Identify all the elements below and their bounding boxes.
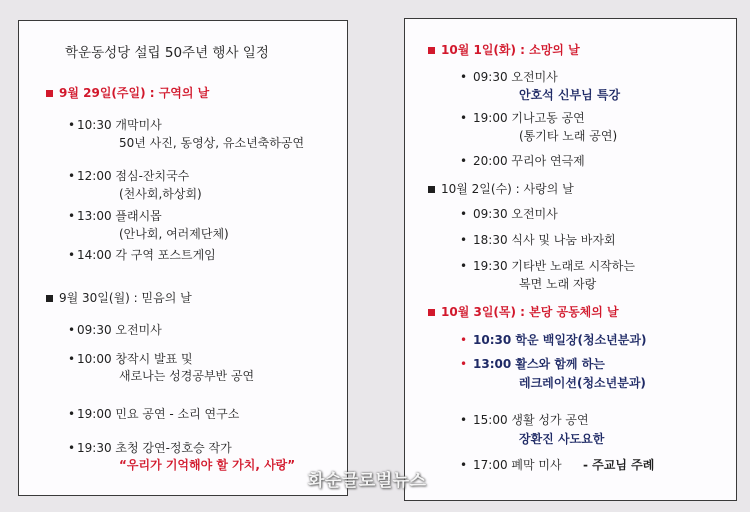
page-title: 학운동성당 설립 50주년 행사 일정 (65, 45, 269, 61)
event-detail: 복면 노래 자랑 (519, 277, 597, 291)
event-line-highlight: 10:30 학운 백일장(청소년분과) (473, 333, 647, 347)
special-lecture: 안호석 신부님 특강 (519, 88, 621, 102)
event-line: 19:00 기나고동 공연 (473, 111, 585, 125)
day4-heading: 10월 2일(수) : 사랑의 날 (441, 182, 574, 196)
event-line: 20:00 꾸리아 연극제 (473, 154, 585, 168)
day2-bullet-square (46, 295, 53, 302)
watermark-text: 화순글로벌뉴스 (308, 471, 427, 491)
right-schedule-panel (404, 18, 737, 501)
event-line: 12:00 점심-잔치국수 (77, 169, 190, 183)
event-line: 09:30 오전미사 (77, 323, 162, 337)
day3-heading: 10월 1일(화) : 소망의 날 (441, 43, 580, 57)
bullet-dot: • (68, 169, 76, 183)
bullet-dot: • (68, 118, 76, 132)
day4-bullet-square (428, 186, 435, 193)
bullet-dot: • (460, 333, 468, 347)
performer-name: 장환진 사도요한 (519, 432, 605, 446)
lecture-quote: “우리가 기억해야 할 가치, 사랑” (119, 458, 296, 472)
bullet-dot: • (68, 441, 76, 455)
bullet-dot: • (460, 259, 468, 273)
event-line: 10:00 창작시 발표 및 (77, 352, 193, 366)
event-line: 19:30 초청 강연-정호승 작가 (77, 441, 232, 455)
bullet-dot: • (460, 154, 468, 168)
event-detail: (통기타 노래 공연) (519, 129, 618, 143)
event-line: 18:30 식사 및 나눔 바자회 (473, 233, 616, 247)
event-detail: (안나회, 여러제단체) (119, 227, 229, 241)
event-detail: 새로나는 성경공부반 공연 (119, 369, 255, 383)
bullet-dot: • (460, 413, 468, 427)
bullet-dot: • (68, 352, 76, 366)
day1-heading: 9월 29일(주일) : 구역의 날 (59, 86, 210, 100)
event-line: 17:00 폐막 미사 (473, 458, 562, 472)
bullet-dot: • (68, 407, 76, 421)
event-line: 09:30 오전미사 (473, 207, 558, 221)
event-line: 15:00 생활 성가 공연 (473, 413, 589, 427)
event-line-highlight: 13:00 활스와 함께 하는 (473, 357, 605, 371)
event-line: 19:00 민요 공연 - 소리 연구소 (77, 407, 240, 421)
bullet-dot: • (68, 248, 76, 262)
bullet-dot: • (460, 458, 468, 472)
event-detail-highlight: 레크레이션(청소년분과) (519, 376, 646, 390)
day2-heading: 9월 30일(월) : 믿음의 날 (59, 291, 192, 305)
event-detail: 50년 사진, 동영상, 유소년축하공연 (119, 136, 305, 150)
bullet-dot: • (460, 207, 468, 221)
event-line: 09:30 오전미사 (473, 70, 558, 84)
event-line: 19:30 기타반 노래로 시작하는 (473, 259, 635, 273)
day3-bullet-square (428, 47, 435, 54)
bullet-dot: • (460, 111, 468, 125)
event-detail: (천사회,하상회) (119, 187, 202, 201)
bullet-dot: • (460, 233, 468, 247)
event-line: 14:00 각 구역 포스트게임 (77, 248, 216, 262)
day1-bullet-square (46, 90, 53, 97)
bullet-dot: • (68, 323, 76, 337)
bullet-dot: • (460, 70, 468, 84)
event-detail: - 주교님 주례 (583, 458, 655, 472)
bullet-dot: • (68, 209, 76, 223)
day5-heading: 10월 3일(목) : 본당 공동체의 날 (441, 305, 619, 319)
bullet-dot: • (460, 357, 468, 371)
day5-bullet-square (428, 309, 435, 316)
left-schedule-panel (18, 20, 348, 496)
event-line: 13:00 플래시몹 (77, 209, 162, 223)
event-line: 10:30 개막미사 (77, 118, 162, 132)
